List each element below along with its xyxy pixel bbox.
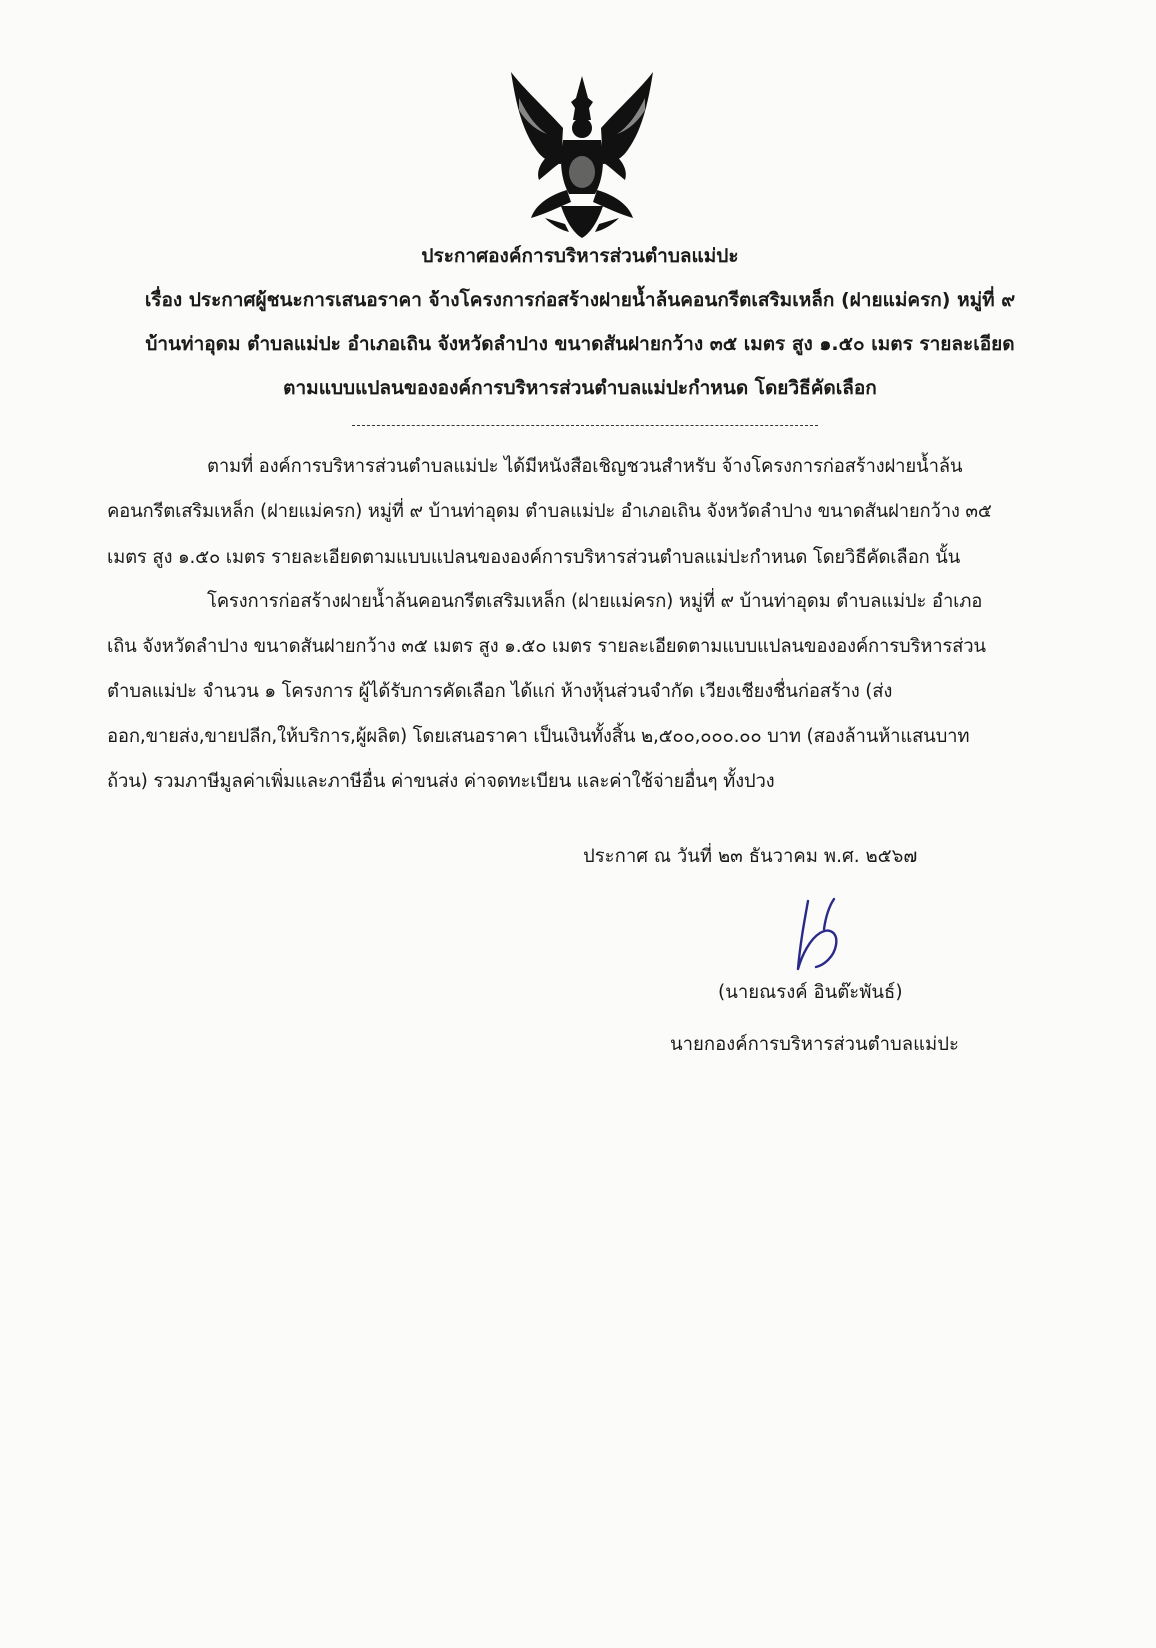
paragraph-2-line-2: เถิน จังหวัดลำปาง ขนาดสันฝายกว้าง ๓๕ เมตร สูง ๑.๕๐ เมตร รายละเอียดตามแบบแปลนขององค์การบริหารส่วน (107, 636, 986, 657)
announcement-title: ประกาศองค์การบริหารส่วนตำบลแม่ปะ (421, 245, 739, 267)
paragraph-2-line-5: ถ้วน) รวมภาษีมูลค่าเพิ่มและภาษีอื่น ค่าขนส่ง ค่าจดทะเบียน และค่าใช้จ่ายอื่นๆ ทั้งปวง (107, 771, 775, 792)
dashed-divider (352, 425, 818, 426)
subject-line-3: ตามแบบแปลนขององค์การบริหารส่วนตำบลแม่ปะกำหนด โดยวิธีคัดเลือก (283, 377, 877, 399)
paragraph-2-line-4: ออก,ขายส่ง,ขายปลีก,ให้บริการ,ผู้ผลิต) โดยเสนอราคา เป็นเงินทั้งสิ้น ๒,๕๐๐,๐๐๐.๐๐ บาท (สองล้านห้าแสนบาท (107, 726, 970, 747)
paragraph-1-line-1: ตามที่ องค์การบริหารส่วนตำบลแม่ปะ ได้มีหนังสือเชิญชวนสำหรับ จ้างโครงการก่อสร้างฝายน้ำล้น (207, 456, 963, 477)
subject-line-1: เรื่อง ประกาศผู้ชนะการเสนอราคา จ้างโครงการก่อสร้างฝายน้ำล้นคอนกรีตเสริมเหล็ก (ฝายแม่ครก) หมู่ที่ ๙ (144, 289, 1016, 311)
paragraph-2-line-1: โครงการก่อสร้างฝายน้ำล้นคอนกรีตเสริมเหล็ก (ฝายแม่ครก) หมู่ที่ ๙ บ้านท่าอุดม ตำบลแม่ปะ อำเภอ (207, 591, 983, 612)
paragraph-1-line-2: คอนกรีตเสริมเหล็ก (ฝายแม่ครก) หมู่ที่ ๙ บ้านท่าอุดม ตำบลแม่ปะ อำเภอเถิน จังหวัดลำปาง ขนาดสันฝายกว้าง ๓๕ (107, 501, 992, 522)
garuda-emblem-icon (505, 68, 659, 240)
paragraph-1-line-3: เมตร สูง ๑.๕๐ เมตร รายละเอียดตามแบบแปลนขององค์การบริหารส่วนตำบลแม่ปะกำหนด โดยวิธีคัดเลือก นั้น (107, 547, 961, 568)
paragraph-2-line-3: ตำบลแม่ปะ จำนวน ๑ โครงการ ผู้ได้รับการคัดเลือก ได้แก่ ห้างหุ้นส่วนจำกัด เวียงเชียงชื่นก่อสร้าง (ส่ง (107, 681, 893, 702)
signatory-position: นายกองค์การบริหารส่วนตำบลแม่ปะ (670, 1034, 959, 1055)
announcement-date: ประกาศ ณ วันที่ ๒๓ ธันวาคม พ.ศ. ๒๕๖๗ (583, 846, 918, 867)
handwritten-signature (790, 895, 850, 975)
signatory-name: (นายณรงค์ อินต๊ะพันธ์) (718, 982, 903, 1003)
subject-line-2: บ้านท่าอุดม ตำบลแม่ปะ อำเภอเถิน จังหวัดลำปาง ขนาดสันฝายกว้าง ๓๕ เมตร สูง ๑.๕๐ เมตร รายละเอียด (145, 333, 1015, 355)
